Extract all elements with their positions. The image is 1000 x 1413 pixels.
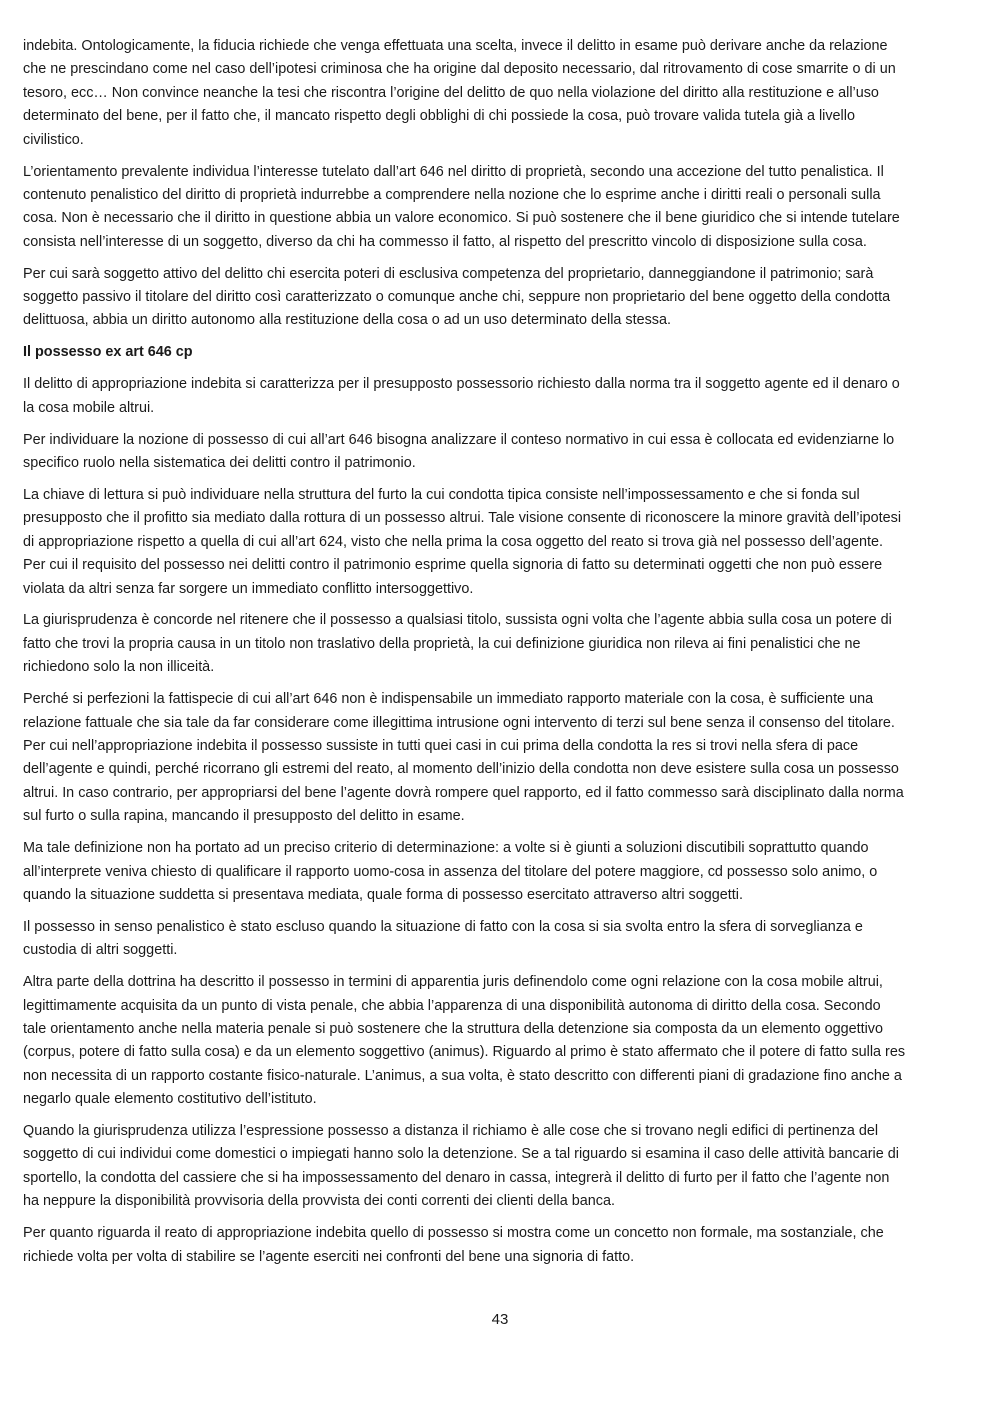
page-number: 43	[491, 1311, 509, 1328]
paragraph: Perché si perfezioni la fattispecie di cui all’art 646 non è indispensabile un immediato rapporto materiale con la cosa, è sufficiente una relazione fattuale che sia tale da far considerare come illegittima intrusione ogni intervento di terzi sul bene senza il consenso del titolare. Per cui nell’appropriazione indebita il possesso sussiste in tutti quei casi in cui prima della condotta la res si trovi nella sfera di pace dell’agente e quindi, perché ricorrano gli estremi del reato, al momento dell’inizio della condotta non deve esistere sulla cosa un possesso altrui. In caso contrario, per appropriarsi del bene l’agente dovrà rompere quel rapporto, ed il fatto commesso sarà disciplinato dalla norma sul furto o sulla rapina, mancando il presupposto del delitto in esame.	[23, 691, 904, 825]
paragraph: Altra parte della dottrina ha descritto il possesso in termini di apparentia juris definendolo come ogni relazione con la cosa mobile altrui, legittimamente acquisita da un punto di vista penale, che abbia l’apparenza di una disponibilità autonoma di diritto della cosa. Secondo tale orientamento anche nella materia penale si può sostenere che la struttura della detenzione sia composta da un elemento oggettivo (corpus, potere di fatto sulla cosa) e da un elemento soggettivo (animus). Riguardo al primo è stato affermato che il potere di fatto sulla res non necessita di un rapporto costante fisico-naturale. L’animus, a sua volta, è stato descritto con differenti piani di gradazione fino anche a negarlo quale elemento costitutivo dell’istituto.	[23, 974, 906, 1108]
document-page	[23, 35, 907, 1278]
paragraph: Per quanto riguarda il reato di appropriazione indebita quello di possesso si mostra come un concetto non formale, ma sostanziale, che richiede volta per volta di stabilire se l’agente eserciti nei confronti del bene una signoria di fatto.	[23, 1225, 884, 1265]
paragraph: Quando la giurisprudenza utilizza l’espressione possesso a distanza il richiamo è alle cose che si trovano negli edifici di pertinenza del soggetto di cui individui come domestici o impiegati hanno solo la detenzione. Se a tal riguardo si esamina il caso delle attività bancarie di sportello, la condotta del cassiere che si ha impossessamento del denaro in cassa, integrerà il delitto di furto per il fatto che l’agente non ha neppure la disponibilità provvisoria della provvista dei conti correnti dei clienti della banca.	[23, 1123, 899, 1210]
paragraph: La giurisprudenza è concorde nel ritenere che il possesso a qualsiasi titolo, sussista ogni volta che l’agente abbia sulla cosa un potere di fatto che trovi la propria causa in un titolo non traslativo della proprietà, la cui definizione giuridica non rileva ai fini penalistici che ne richiedono solo la non illiceità.	[23, 612, 892, 676]
paragraph: La chiave di lettura si può individuare nella struttura del furto la cui condotta tipica consiste nell’impossessamento e che si fonda sul presupposto che il profitto sia mediato dalla rottura di un possesso altrui. Tale visione consente di riconoscere la minore gravità dell’ipotesi di appropriazione rispetto a quella di cui all’art 624, visto che nella prima la cosa oggetto del reato si trova già nel possesso dell’agente. Per cui il requisito del possesso nei delitti contro il patrimonio esprime quella signoria di fatto su determinati oggetti che non può essere violata da altri senza far sorgere un immediato conflitto intersoggettivo.	[23, 486, 902, 597]
paragraph: L’orientamento prevalente individua l’interesse tutelato dall’art 646 nel diritto di proprietà, secondo una accezione del tutto penalistica. Il contenuto penalistico del diritto di proprietà indurrebbe a comprendere nella nozione che lo esprime anche i diritti reali o personali sulla cosa. Non è necessario che il diritto in questione abbia un valore economico. Si può sostenere che il bene giuridico che si intende tutelare consista nell’interesse di un soggetto, diverso da chi ha commesso il fatto, al rispetto del prescritto vincolo di disposizione sulla cosa.	[23, 163, 900, 250]
paragraph: Per individuare la nozione di possesso di cui all’art 646 bisogna analizzare il conteso normativo in cui essa è collocata ed evidenziarne lo specifico ruolo nella sistematica dei delitti contro il patrimonio.	[23, 431, 895, 471]
paragraph: Ma tale definizione non ha portato ad un preciso criterio di determinazione: a volte si è giunti a soluzioni discutibili soprattutto quando all’interprete veniva chiesto di qualificare il rapporto uomo-cosa in assenza del titolare del potere maggiore, cd possesso solo animo, o quando la situazione suddetta si presentava mediata, quale forma di possesso esercitato attraverso altri soggetti.	[23, 840, 878, 903]
paragraph: Per cui sarà soggetto attivo del delitto chi esercita poteri di esclusiva competenza del proprietario, danneggiandone il patrimonio; sarà soggetto passivo il titolare del diritto così caratterizzato o comunque anche chi, seppure non proprietario del bene oggetto della condotta delittuosa, abbia un diritto autonomo alla restituzione della cosa o ad un uso determinato della stessa.	[23, 265, 891, 329]
paragraph: Il possesso in senso penalistico è stato escluso quando la situazione di fatto con la cosa si sia svolta entro la sfera di sorveglianza e custodia di altri soggetti.	[23, 918, 863, 959]
section-heading: Il possesso ex art 646 cp	[23, 344, 193, 361]
paragraph: indebita. Ontologicamente, la fiducia richiede che venga effettuata una scelta, invece il delitto in esame può derivare anche da relazione che ne prescindano come nel caso dell’ipotesi criminosa che ha origine dal deposito necessario, dal ritrovamento di cose smarrite o di un tesoro, ecc… Non convince neanche la tesi che riscontra l’origine del delitto de quo nella violazione del diritto alla restituzione e all’uso determinato del bene, per il fatto che, il mancato rispetto degli obblighi di chi possiede la cosa, può trovare valida tutela già a livello civilistico.	[23, 38, 896, 148]
paragraph: Il delitto di appropriazione indebita si caratterizza per il presupposto possessorio richiesto dalla norma tra il soggetto agente ed il denaro o la cosa mobile altrui.	[23, 376, 900, 416]
